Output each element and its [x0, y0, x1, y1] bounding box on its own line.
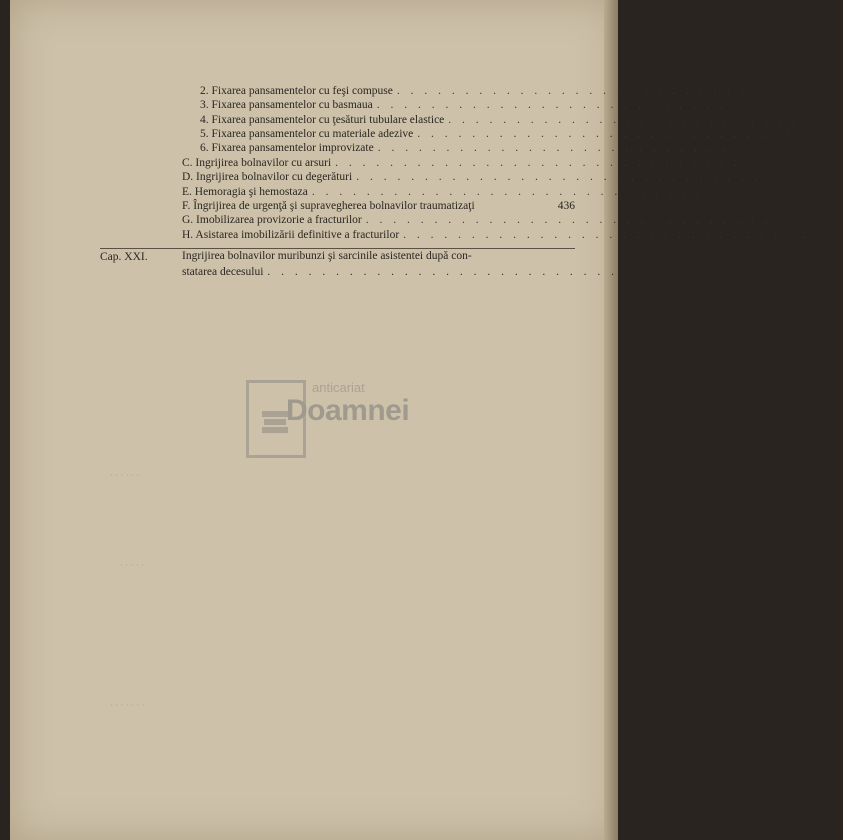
leader-dots: . . . . . . . . . . . . . . . . . . . . . . . . . . [377, 142, 729, 154]
leader-dots: . . . . . . . . . . . . . . . . . . . . . . . . . . . . . . [311, 186, 718, 198]
toc-row[interactable] [182, 170, 796, 184]
toc-row[interactable] [200, 141, 763, 155]
watermark-logo [246, 378, 426, 462]
toc-page-number: 421 [757, 157, 775, 169]
toc-entry-title: F. Îngrijirea de urgenţă şi supravegherea bolnavilor traumatizaţi [182, 200, 475, 212]
leader-dots: . . . . . . . . . . . . . . . . . . . . . . . . . . . . . . [403, 229, 809, 241]
leader-dots: . . . . . . . . . . . . . . . . . . . . . . . . . . [448, 114, 799, 126]
toc-row[interactable] [200, 98, 762, 112]
chapter-title-line1: Ingrijirea bolnavilor muribunzi şi sarcinile asistentei după con- [182, 250, 472, 262]
toc-page-number: 420 [784, 128, 802, 140]
toc-row[interactable] [182, 199, 575, 213]
toc-entry-title: C. Ingrijirea bolnavilor cu arsuri [182, 157, 332, 169]
toc-page-number: 444 [825, 229, 843, 241]
toc-page-number: 419 [744, 99, 762, 111]
toc-entry-title: H. Asistarea imobilizării definitive a fracturilor [182, 229, 400, 241]
chapter-title-line2-row [182, 264, 695, 280]
toc-page-number: 436 [557, 200, 575, 212]
toc-page-number: 421 [745, 142, 763, 154]
leader-dots: . . . . . . . . . . . . . . . . . . . . . . . . . . [396, 85, 748, 97]
chapter-title-line2: statarea decesului [182, 266, 264, 278]
toc-entry-title: 3. Fixarea pansamentelor cu basmaua [200, 99, 373, 111]
leader-dots: . . . . . . . . . . . . . . . . . . . . . . . . . . . . . . [267, 266, 674, 278]
toc-entry-title: 5. Fixarea pansamentelor cu materiale adezive [200, 128, 414, 140]
watermark-main-text: Doamnei [286, 394, 410, 427]
chapter-entry[interactable] [182, 248, 695, 280]
book-page [10, 0, 843, 840]
toc-page-number: 420 [815, 114, 833, 126]
toc-entry-title: G. Imobilizarea provizorie a fracturilor [182, 214, 362, 226]
bleed-through: · · · · · · [110, 470, 140, 480]
toc-page-number: 427 [734, 186, 752, 198]
toc-row[interactable] [200, 84, 782, 98]
toc-entry-title: 2. Fixarea pansamentelor cu feşi compuse [200, 85, 393, 97]
leader-dots: . . . . . . . . . . . . . . . . . . . . . . . . . . . . . . [356, 171, 762, 183]
toc-row[interactable] [182, 213, 806, 227]
toc-entry-title: D. Ingrijirea bolnavilor cu degerături [182, 171, 353, 183]
toc-row[interactable] [200, 113, 833, 127]
toc-page-number: 418 [764, 85, 782, 97]
toc-page-number: 425 [778, 171, 796, 183]
toc-row[interactable] [200, 127, 802, 141]
leader-dots: . . . . . . . . . . . . . . . . . . . . . . . . . . [376, 99, 728, 111]
toc-entry-title: 4. Fixarea pansamentelor cu ţesături tubulare elastice [200, 114, 445, 126]
leader-dots: . . . . . . . . . . . . . . . . . . . . . . . . . . . . . . [335, 157, 741, 169]
leader-dots: . . . . . . . . . . . . . . . . . . . . . . . . . . [417, 128, 768, 140]
watermark-top-text: anticariat [312, 380, 365, 395]
leader-dots: . . . . . . . . . . . . . . . . . . . . . . . . . . . . . . [365, 214, 772, 226]
toc-entry-title: 6. Fixarea pansamentelor improvizate [200, 142, 374, 154]
toc-page-number: 451 [677, 266, 695, 278]
toc-row[interactable] [182, 228, 843, 242]
bleed-through: · · · · · · · [110, 700, 145, 710]
bleed-through: · · · · · [120, 560, 144, 570]
toc-row[interactable] [182, 185, 752, 199]
toc-entry-title: E. Hemoragia şi hemostaza [182, 186, 308, 198]
chapter-label: Cap. XXI. [100, 251, 148, 263]
toc-page-number: 439 [788, 214, 806, 226]
toc-row[interactable] [182, 156, 775, 170]
